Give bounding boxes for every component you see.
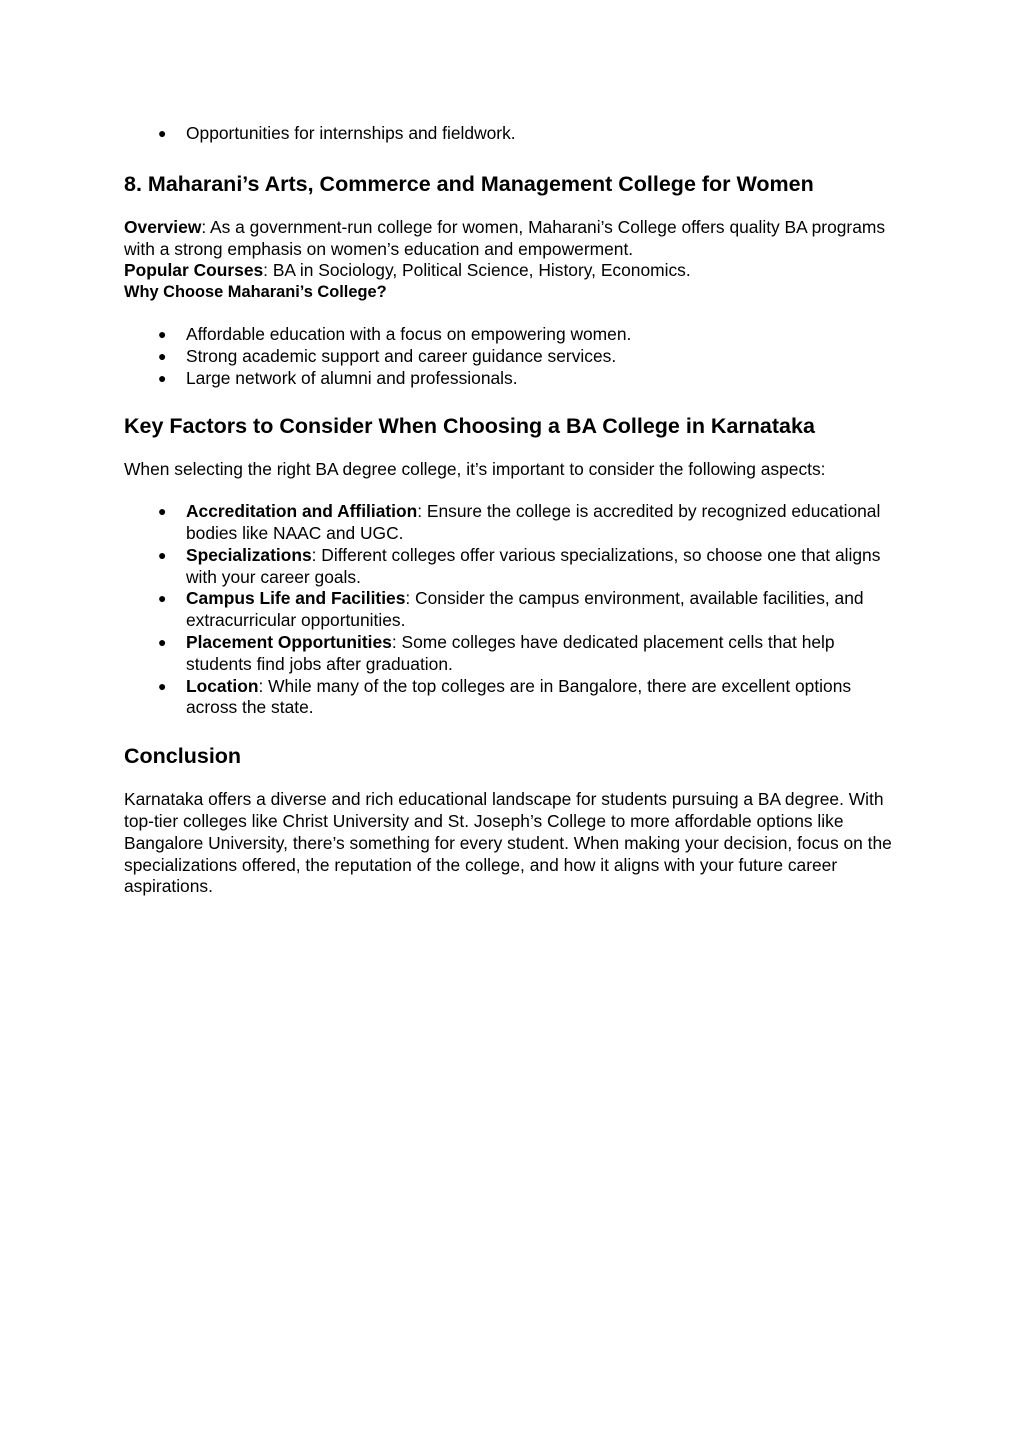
conclusion-paragraph: Karnataka offers a diverse and rich educational landscape for students pursuing a BA degree. With top-tier colleges like Christ University and St. Joseph’s College to more affordable options like Bangalore University, there’s something for every student. When making your decision, focus on the specializations offered, the reputation of the college, and how it aligns with your future career aspirations. [124, 789, 892, 897]
document-page [124, 0, 904, 898]
bullet-icon: ● [158, 325, 167, 342]
factors-list [124, 501, 904, 719]
bullet-icon: ● [158, 369, 167, 386]
list-item-text: Strong academic support and career guidance services. [186, 345, 617, 366]
courses-paragraph [124, 260, 904, 282]
list-item-text: Opportunities for internships and fieldwork. [186, 123, 516, 143]
section-heading-conclusion: Conclusion [124, 744, 242, 769]
bullet-icon: ● [158, 347, 167, 364]
bullet-icon: ● [158, 125, 167, 141]
list-item-label: Placement Opportunities [186, 631, 392, 652]
courses-text: : BA in Sociology, Political Science, History, Economics. [263, 260, 691, 281]
courses-label: Popular Courses [124, 260, 264, 281]
list-item-text: : Ensure the college is accredited by recognized educational bodies like NAAC and UGC. [186, 501, 881, 543]
list-item-text: : While many of the top colleges are in Bangalore, there are excellent options across the state. [186, 675, 852, 718]
why-choose-list [124, 324, 904, 389]
list-item [124, 368, 904, 390]
overview-label: Overview [124, 216, 202, 237]
list-item-text: : Consider the campus environment, available facilities, and extracurricular opportunities. [186, 588, 864, 631]
section-heading-key-factors: Key Factors to Consider When Choosing a BA College in Karnataka [124, 414, 815, 439]
list-item-label: Specializations [186, 544, 312, 565]
why-choose-label: Why Choose Maharani’s College? [124, 283, 387, 302]
bullet-icon: ● [158, 633, 167, 650]
list-item [124, 545, 904, 589]
list-item-text: : Different colleges offer various specializations, so choose one that aligns with your career goals. [186, 544, 881, 587]
list-item-label: Location [186, 675, 259, 696]
list-item [124, 123, 904, 145]
list-item-text: Affordable education with a focus on empowering women. [186, 323, 632, 344]
factors-intro: When selecting the right BA degree college, it’s important to consider the following aspects: [124, 459, 826, 480]
list-item [124, 346, 904, 368]
list-item [124, 501, 904, 545]
overview-paragraph [124, 217, 904, 261]
overview-text: : As a government-run college for women, Maharani’s College offers quality BA programs with a strong emphasis on women’s education and empowerment. [124, 216, 886, 259]
bullet-icon: ● [158, 546, 167, 563]
list-item-text: : Some colleges have dedicated placement cells that help students find jobs after graduation. [186, 631, 835, 674]
list-item-label: Accreditation and Affiliation [186, 501, 418, 522]
list-item [124, 676, 904, 720]
bullet-icon: ● [158, 503, 167, 520]
list-item [124, 632, 904, 676]
bullet-icon: ● [158, 677, 167, 694]
list-item [124, 324, 904, 346]
list-item-label: Campus Life and Facilities [186, 588, 406, 609]
list-item-text: Large network of alumni and professionals. [186, 367, 518, 388]
bullet-icon: ● [158, 590, 167, 607]
list-item [124, 588, 904, 632]
section-heading-maharani: 8. Maharani’s Arts, Commerce and Management College for Women [124, 171, 814, 196]
top-bullet-list [124, 123, 904, 145]
